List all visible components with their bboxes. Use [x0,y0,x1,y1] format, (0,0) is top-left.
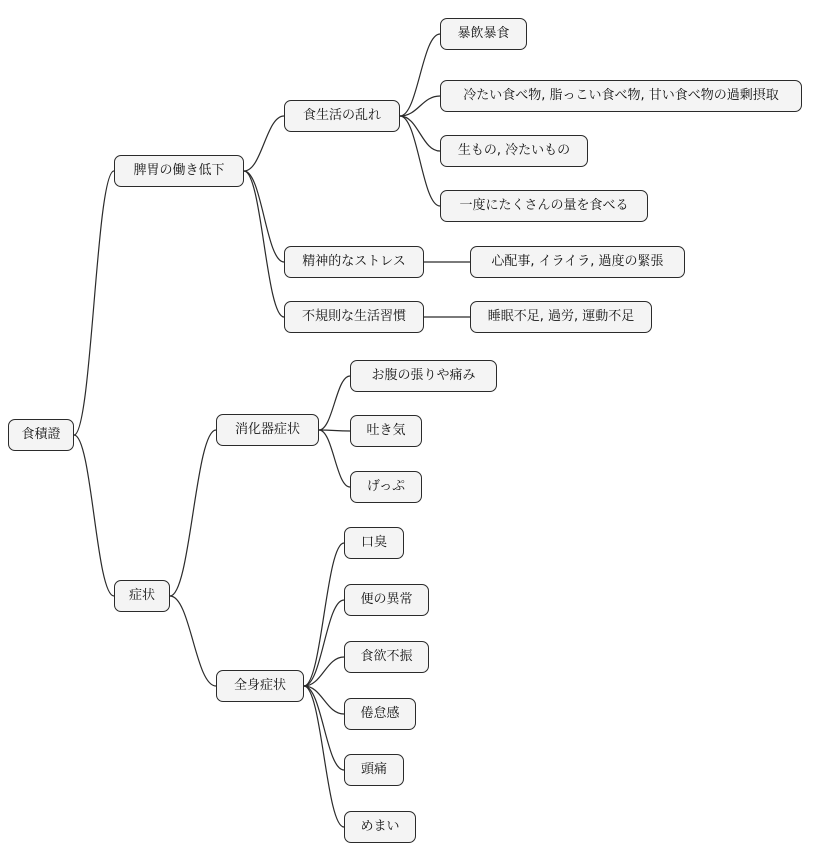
mindmap-node-n2b1 [344,527,404,559]
mindmap-node-n1a [284,100,400,132]
mindmap-edge-n1a-n1a3 [400,116,440,151]
mindmap-node-label: 生もの, 冷たいもの [457,143,571,159]
mindmap-node-label: 精神的なストレス [302,254,406,270]
mindmap-node-label: 脾胃の働き低下 [133,163,225,179]
mindmap-node-n2b3 [344,641,429,673]
mindmap-node-label: 不規則な生活習慣 [301,309,406,325]
mindmap-node-n1a1 [440,18,527,50]
mindmap-node-n2b6 [344,811,416,843]
mindmap-edge-root-n2 [74,435,114,596]
mindmap-edge-n2a-n2a2 [319,430,350,431]
mindmap-edge-n2-n2a [170,430,216,596]
mindmap-node-n2a [216,414,319,446]
mindmap-node-label: 口臭 [360,535,387,551]
mindmap-node-label: お腹の張りや痛み [371,368,476,384]
mindmap-node-label: 食欲不振 [360,649,413,665]
mindmap-node-n1a4 [440,190,648,222]
mindmap-node-label: 食積證 [21,427,61,443]
mindmap-node-n2a2 [350,415,422,447]
mindmap-node-n2b2 [344,584,429,616]
mindmap-node-label: 睡眠不足, 過労, 運動不足 [487,309,635,325]
mindmap-node-n2 [114,580,170,612]
mindmap-node-label: 冷たい食べ物, 脂っこい食べ物, 甘い食べ物の過剰摂取 [463,88,779,104]
mindmap-node-label: 倦怠感 [360,706,400,722]
mindmap-node-n1a3 [440,135,588,167]
mindmap-node-label: 全身症状 [233,678,286,694]
mindmap-edge-n2b-n2b6 [304,686,344,827]
mindmap-node-n1c [284,301,424,333]
mindmap-edge-n1-n1c [244,171,284,317]
mindmap-edge-n2b-n2b1 [304,543,344,686]
mindmap-node-n1a2 [440,80,802,112]
mindmap-node-n2b5 [344,754,404,786]
mindmap-node-label: 暴飲暴食 [457,26,510,42]
mindmap-node-label: げっぷ [366,479,406,495]
mindmap-node-label: 一度にたくさんの量を食べる [459,198,629,214]
mindmap-edge-n1-n1a [244,116,284,171]
mindmap-node-label: 頭痛 [360,762,387,778]
mindmap-edge-n2a-n2a1 [319,376,350,430]
mindmap-edge-n1-n1b [244,171,284,262]
mindmap-node-label: 症状 [128,588,155,604]
mindmap-node-n1c1 [470,301,652,333]
mindmap-node-label: 食生活の乱れ [302,108,381,124]
mindmap-node-label: 吐き気 [366,423,406,439]
mindmap-node-n2b [216,670,304,702]
mindmap-node-n1 [114,155,244,187]
mindmap-node-root [8,419,74,451]
mindmap-node-label: めまい [360,819,400,835]
mindmap-node-label: 心配事, イライラ, 過度の緊張 [491,254,664,270]
mindmap-node-n1b [284,246,424,278]
mindmap-edge-n2a-n2a3 [319,430,350,487]
mindmap-edge-n1a-n1a4 [400,116,440,206]
mindmap-edge-root-n1 [74,171,114,435]
mindmap-node-label: 便の異常 [360,592,413,608]
mindmap-node-n2b4 [344,698,416,730]
mindmap-edge-n1a-n1a1 [400,34,440,116]
mindmap-node-label: 消化器症状 [234,422,300,438]
mindmap-node-n2a1 [350,360,497,392]
mindmap-edge-n2-n2b [170,596,216,686]
mindmap-node-n2a3 [350,471,422,503]
mindmap-node-n1b1 [470,246,685,278]
